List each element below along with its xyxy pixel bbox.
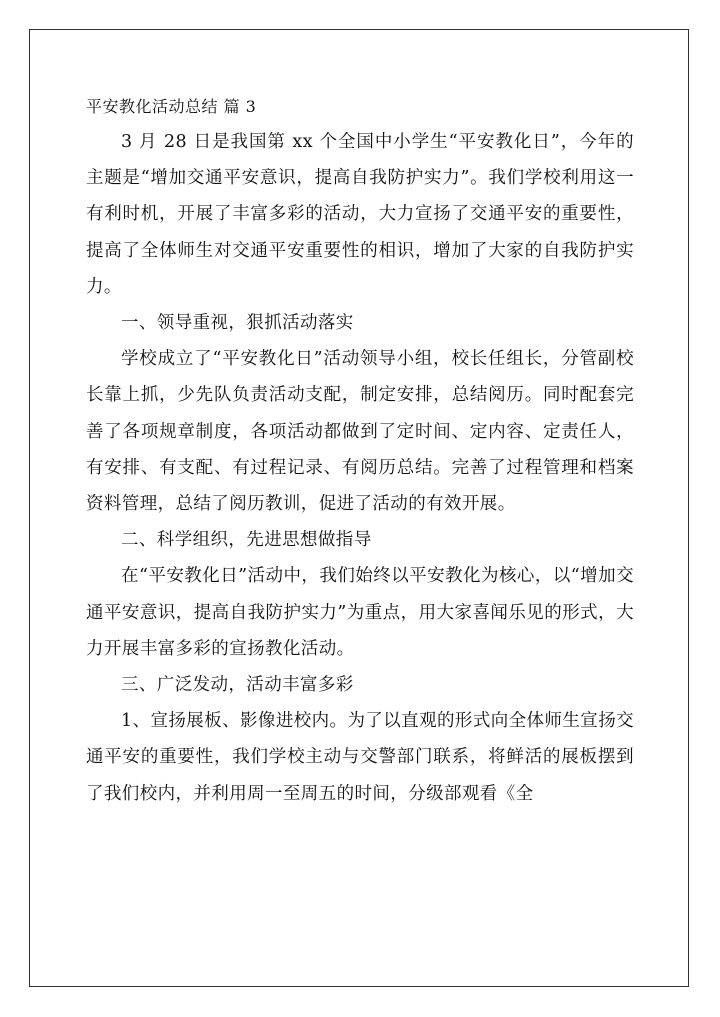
intro-paragraph: 3 月 28 日是我国第 xx 个全国中小学生“平安教化日”，今年的主题是“增加交通平安意识，提高自我防护实力”。我们学校利用这一有利时机，开展了丰富多彩的活动，大力宣扬了交通平安的重要性，提高了全体师生对交通平安重要性的相识，增加了大家的自我防护实力。 (86, 132, 634, 297)
section-body-3: 1、宣扬展板、影像进校内。为了以直观的形式向全体师生宣扬交通平安的重要性，我们学校主动与交警部门联系，将鲜活的展板摆到了我们校内，并利用周一至周五的时间，分级部观看《全 (86, 711, 634, 804)
document-title: 平安教化活动总结 篇 3 (86, 97, 257, 116)
section-body-2: 在“平安教化日”活动中，我们始终以平安教化为核心，以“增加交通平安意识，提高自我防护实力”为重点，用大家喜闻乐见的形式，大力开展丰富多彩的宣扬教化活动。 (86, 566, 634, 659)
document-body (86, 92, 634, 812)
section-body-1: 学校成立了“平安教化日”活动领导小组，校长任组长，分管副校长靠上抓，少先队负责活动支配，制定安排，总结阅历。同时配套完善了各项规章制度，各项活动都做到了定时间、定内容、定责任人，有安排、有支配、有过程记录、有阅历总结。完善了过程管理和档案资料管理，总结了阅历教训，促进了活动的有效开展。 (86, 349, 634, 515)
section-heading-3: 三、广泛发动，活动丰富多彩 (121, 675, 354, 696)
section-heading-1: 一、领导重视，狠抓活动落实 (121, 313, 354, 334)
section-heading-2: 二、科学组织，先进思想做指导 (121, 530, 372, 551)
